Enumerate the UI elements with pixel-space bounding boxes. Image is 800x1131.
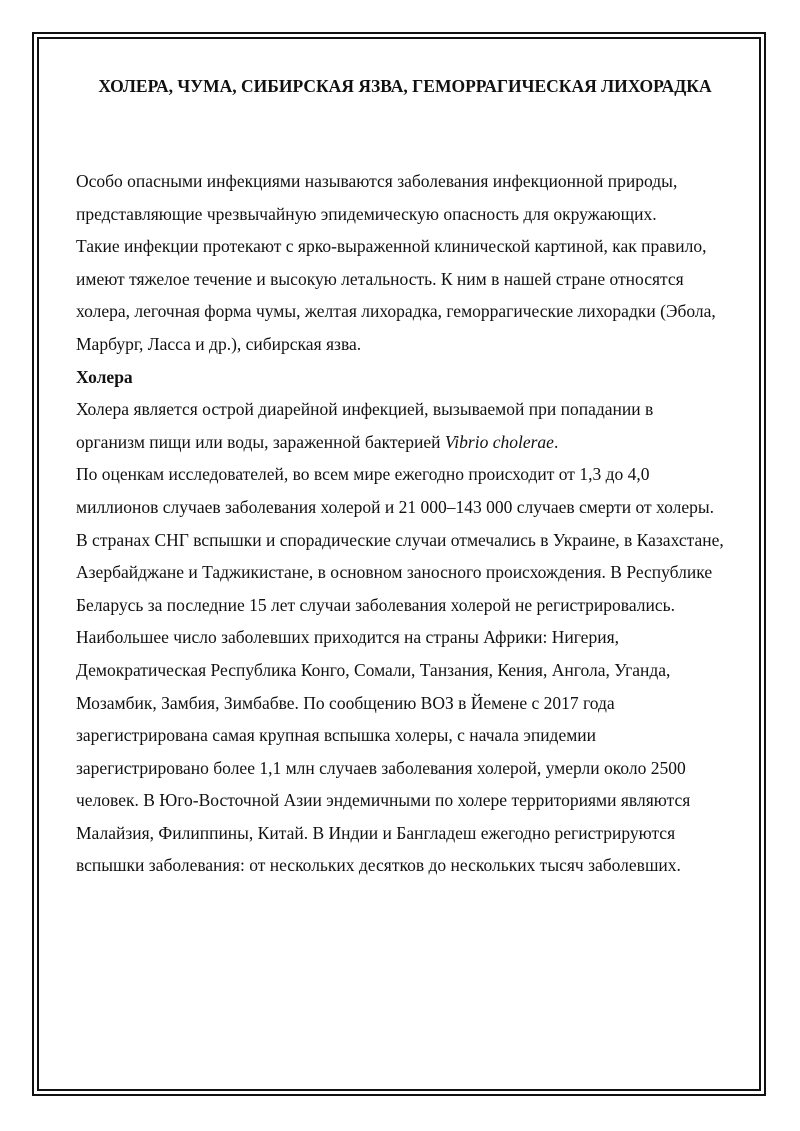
paragraph-cholera-cis: В странах СНГ вспышки и спорадические случаи отмечались в Украине, в Казахстане, Азербайджане и Таджикистане, в основном заносного происхождения. В Республике Беларусь за последние 15 лет случаи заболевания холерой не регистрировались.: [76, 529, 724, 615]
definition-text: Холера является острой диарейной инфекцией, вызываемой при попадании в организм пищи или воды, зараженной бактерией: [76, 399, 654, 452]
document-title: ХОЛЕРА, ЧУМА, СИБИРСКАЯ ЯЗВА, ГЕМОРРАГИЧЕСКАЯ ЛИХОРАДКА: [98, 76, 712, 96]
paragraph-cholera-statistics: По оценкам исследователей, во всем мире ежегодно происходит от 1,3 до 4,0 миллионов случаев заболевания холерой и 21 000–143 000 случаев смерти от холеры.: [76, 464, 715, 517]
document-content: [76, 70, 724, 882]
paragraph-cholera-africa-asia: Наибольшее число заболевших приходится на страны Африки: Нигерия, Демократическая Республика Конго, Сомали, Танзания, Кения, Ангола, Уганда, Мозамбик, Замбия, Зимбабве. По сообщению ВОЗ в Йемене с 2017 года зарегистрирована самая крупная вспышка холеры, с начала эпидемии зарегистрировано более 1,1 млн случаев заболевания холерой, умерли около 2500 человек. В Юго-Восточной Азии эндемичными по холере территориями являются Малайзия, Филиппины, Китай. В Индии и Бангладеш ежегодно регистрируются вспышки заболевания: от нескольких десятков до нескольких тысяч заболевших.: [76, 627, 691, 876]
document-body: [76, 165, 724, 882]
paragraph-cholera-definition: [76, 393, 724, 458]
definition-end: .: [553, 431, 559, 452]
paragraph-intro-2: Такие инфекции протекают с ярко-выраженной клинической картиной, как правило, имеют тяжелое течение и высокую летальность. К ним в нашей стране относятся холера, легочная форма чумы, желтая лихорадка, геморрагические лихорадки (Эбола, Марбург, Ласса и др.), сибирская язва.: [76, 236, 716, 354]
paragraph-intro-1: Особо опасными инфекциями называются заболевания инфекционной природы, представляющие чрезвычайную эпидемическую опасность для окружающих.: [76, 171, 678, 224]
bacterium-name: Vibrio cholerae: [444, 431, 554, 452]
section-heading-cholera: Холера: [76, 366, 133, 387]
